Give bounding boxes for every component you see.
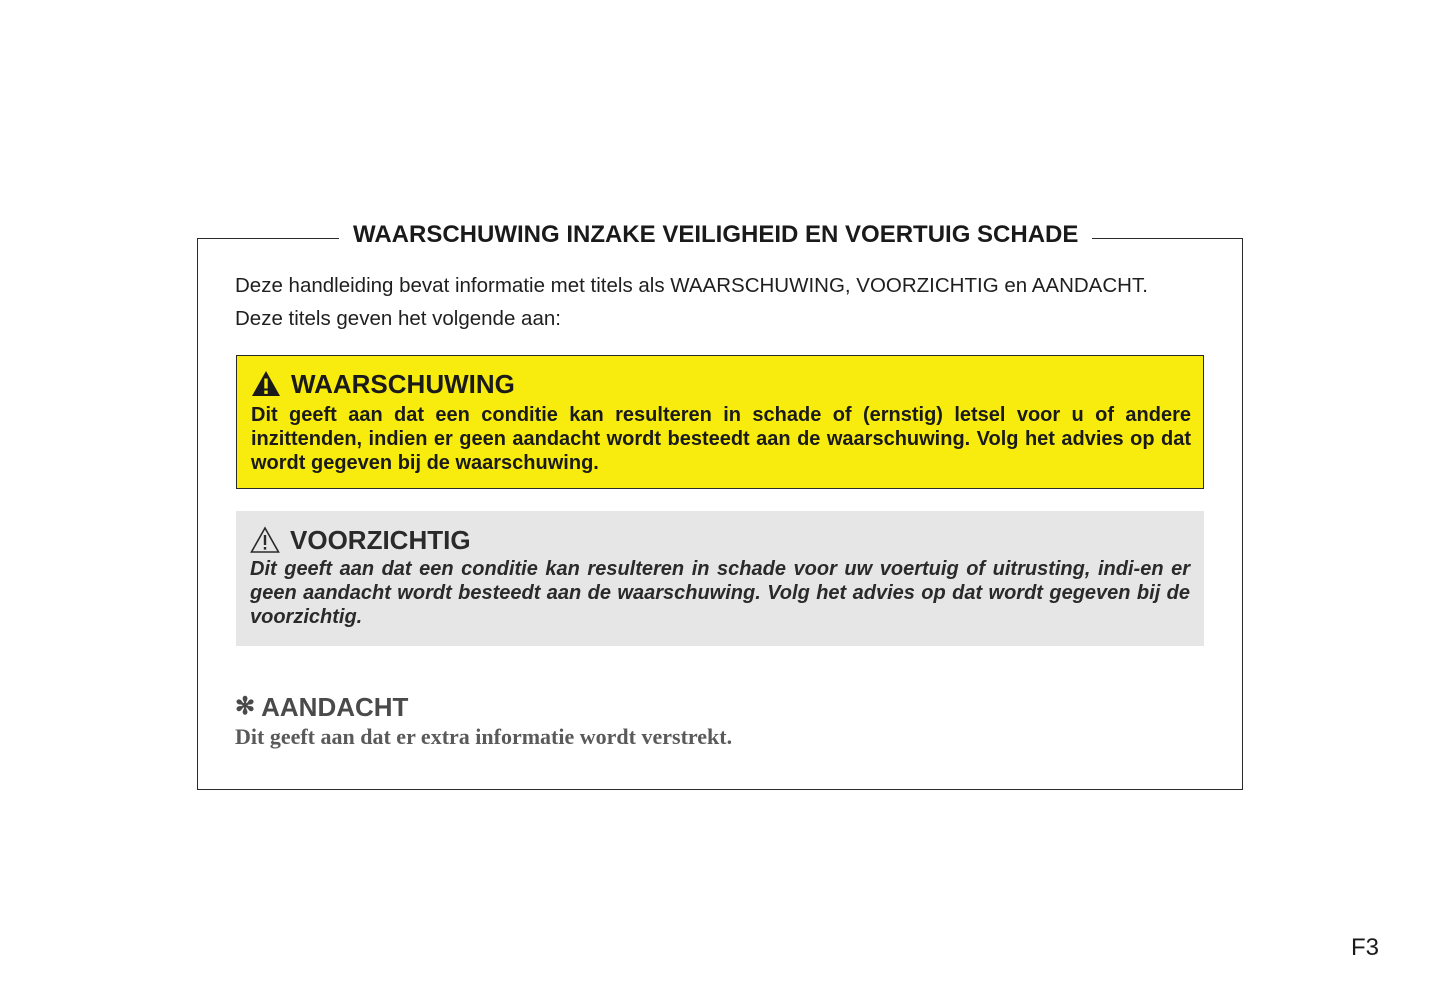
note-heading: AANDACHT [261, 692, 409, 722]
warning-box [236, 355, 1204, 489]
intro-line-2: Deze titels geven het volgende aan: [235, 307, 561, 330]
warning-text: Dit geeft aan dat een conditie kan resulteren in schade of (ernstig) letsel voor u of andere inzittenden, indien er geen aandacht wordt besteedt aan de waarschuwing. Volg het advies op dat wordt gegeven bij de waarschuwing. [251, 404, 1191, 474]
note-heading-row [235, 691, 408, 723]
section-title: WAARSCHUWING INZAKE VEILIGHEID EN VOERTUIG SCHADE [339, 219, 1092, 251]
warning-triangle-outline-icon [250, 526, 280, 554]
intro-text [235, 269, 1148, 335]
caution-text: Dit geeft aan dat een conditie kan resulteren in schade voor uw voertuig of uitrusting, indi-en er geen aandacht wordt besteedt aan de waarschuwing. Volg het advies op dat wordt gegeven bij de voorzichtig. [250, 558, 1190, 628]
caution-box [236, 511, 1204, 646]
warning-triangle-filled-icon [251, 370, 281, 398]
warning-heading-row [251, 369, 515, 399]
intro-line-1: Deze handleiding bevat informatie met titels als WAARSCHUWING, VOORZICHTIG en AANDACHT. [235, 274, 1148, 297]
caution-heading: VOORZICHTIG [290, 525, 471, 555]
page-number: F3 [1351, 934, 1380, 961]
asterisk-icon: ✻ [235, 693, 256, 720]
note-text: Dit geeft aan dat er extra informatie wordt verstrekt. [235, 724, 733, 749]
warning-heading: WAARSCHUWING [291, 369, 515, 399]
caution-heading-row [250, 525, 471, 555]
